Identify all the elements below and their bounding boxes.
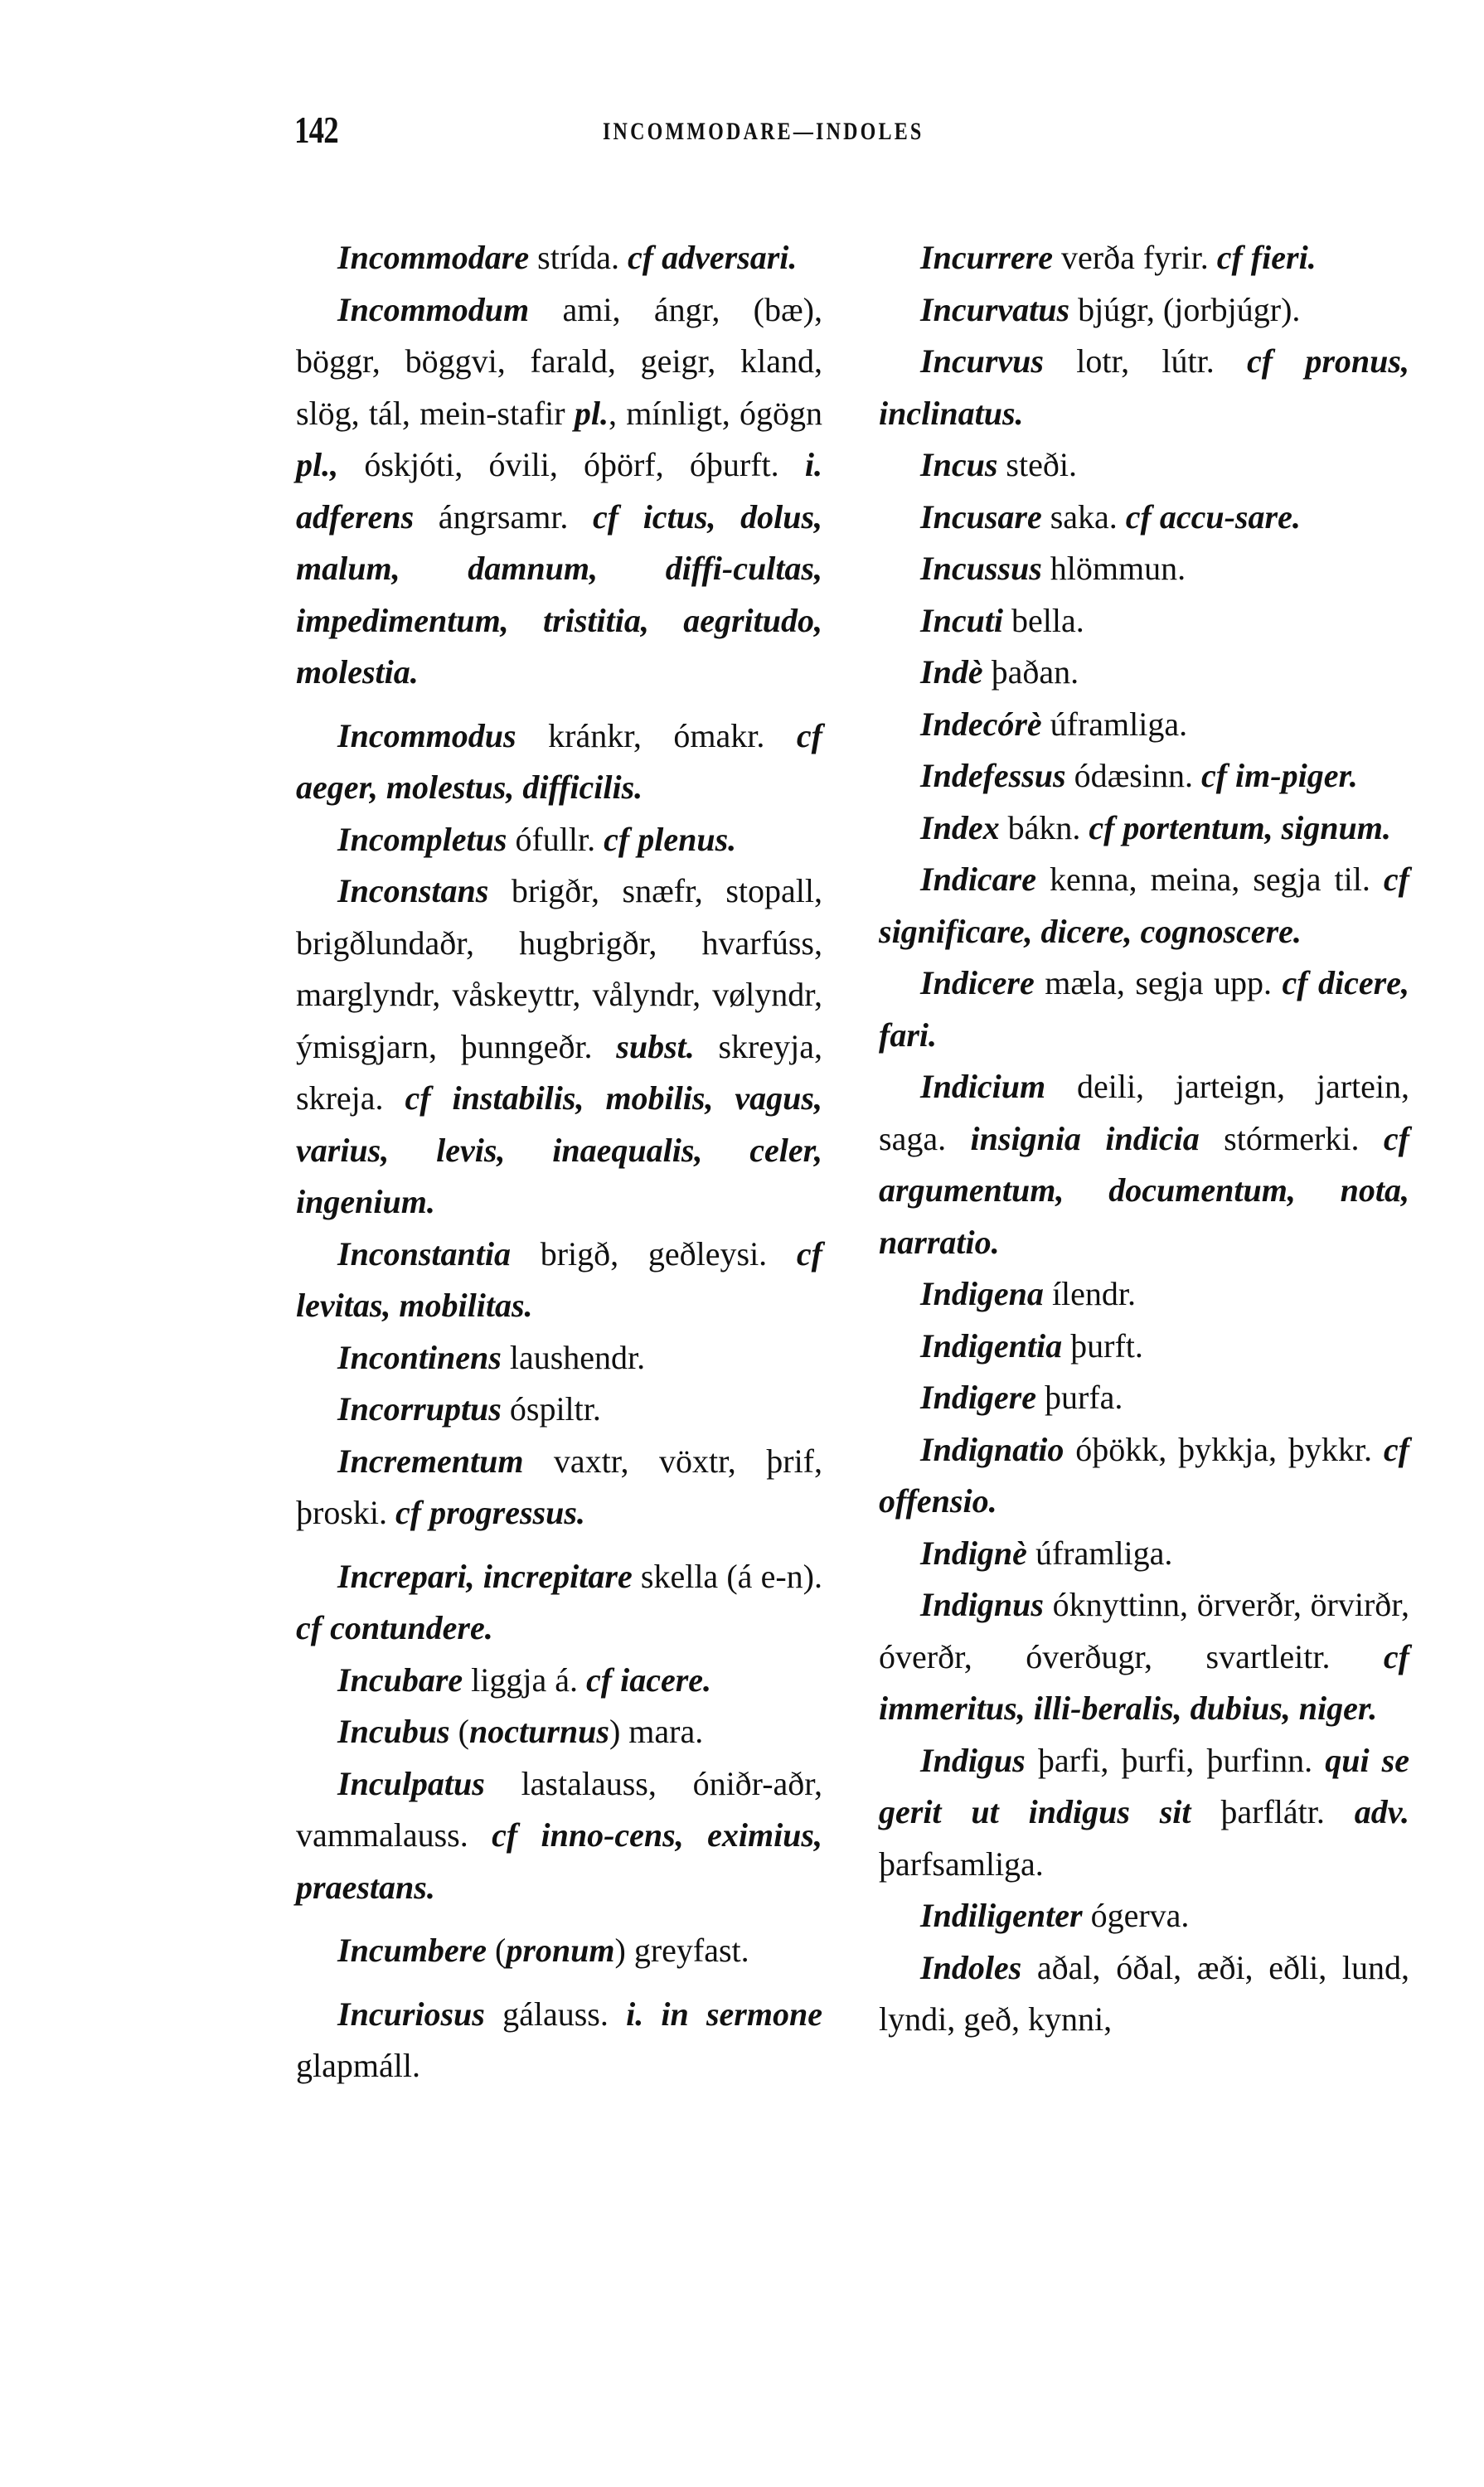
latin-reference: qui se gerit ut indigus sit — [879, 1741, 1409, 1830]
definition-text: bjúgr, (jorbjúgr). — [1069, 290, 1301, 328]
dictionary-entry — [296, 865, 822, 1229]
dictionary-entry — [879, 1321, 1409, 1373]
headword: Indignè — [920, 1534, 1027, 1572]
latin-reference: cf levitas, mobilitas. — [296, 1234, 822, 1324]
page-header — [294, 108, 1409, 158]
dictionary-entry — [296, 1436, 822, 1539]
headword: Increpari, increpitare — [337, 1557, 633, 1595]
latin-reference: pl., — [296, 446, 339, 483]
headword: Indè — [920, 653, 983, 691]
dictionary-entry — [879, 336, 1409, 439]
definition-text: saka. — [1041, 497, 1126, 536]
dictionary-entry — [879, 232, 1409, 284]
definition-text: þurft. — [1062, 1326, 1143, 1365]
latin-reference: subst. — [616, 1027, 695, 1065]
headword: Incompletus — [337, 820, 507, 858]
dictionary-entry — [879, 802, 1409, 855]
definition-text: lotr, lútr. — [1043, 342, 1248, 380]
headword: Incurvus — [920, 342, 1044, 380]
definition-text: ángrsamr. — [414, 497, 594, 536]
latin-reference: cf offensio. — [879, 1430, 1409, 1520]
definition-text: vaxtr, vöxtr, þrif, þroski. — [296, 1442, 822, 1531]
definition-text: brigðr, snæfr, stopall, brigðlundaðr, hugbrigðr, hvarfúss, marglyndr, våskeyttr, vålyndr, vølyndr, ýmisgjarn, þunngeðr. — [296, 872, 822, 1065]
headword: Incuti — [920, 601, 1004, 639]
headword: Incus — [920, 446, 998, 483]
headword: Inculpatus — [337, 1764, 485, 1802]
definition-text: , mínligt, ógögn — [608, 394, 822, 432]
latin-reference: cf dicere, fari. — [879, 964, 1410, 1054]
headword: Indicere — [920, 964, 1035, 1001]
dictionary-entry — [879, 543, 1409, 595]
latin-reference: cf portentum, signum. — [1089, 808, 1391, 846]
dictionary-entry — [879, 439, 1409, 492]
latin-reference: pl. — [574, 394, 609, 432]
dictionary-entry — [296, 284, 822, 699]
headword: Incumbere — [337, 1932, 487, 1969]
dictionary-entry — [879, 1268, 1409, 1321]
definition-text: ami, ángr, (bæ), böggr, böggvi, farald, geigr, kland, slög, tál, mein-stafir — [296, 290, 822, 432]
definition-text: ( — [487, 1932, 507, 1969]
definition-text: steði. — [997, 446, 1077, 483]
dictionary-entry — [879, 1061, 1409, 1268]
definition-text: deili, jarteign, jartein, saga. — [879, 1068, 1409, 1157]
dictionary-entry — [296, 814, 822, 866]
dictionary-entry — [296, 1332, 822, 1384]
latin-reference: cf contundere. — [296, 1609, 493, 1646]
running-head: INCOMMODARE—INDOLES — [603, 118, 924, 145]
headword: Indigus — [920, 1741, 1026, 1779]
headword: Indigentia — [920, 1326, 1063, 1365]
dictionary-entry — [879, 1942, 1409, 2046]
dictionary-entry — [296, 1758, 822, 1914]
latin-reference: nocturnus — [468, 1713, 609, 1750]
latin-reference: cf accu-sare. — [1125, 497, 1301, 536]
latin-reference: i. adferens — [296, 446, 822, 536]
latin-reference: cf pronus, inclinatus. — [879, 342, 1409, 432]
dictionary-entry — [296, 1989, 822, 2092]
headword: Incontinens — [337, 1338, 502, 1376]
latin-reference: cf iacere. — [586, 1660, 712, 1699]
dictionary-entry — [879, 957, 1409, 1061]
definition-text: mæla, segja upp. — [1034, 964, 1283, 1001]
latin-reference: cf progressus. — [395, 1494, 585, 1531]
dictionary-entry — [296, 1706, 822, 1758]
latin-reference: insignia indicia — [970, 1119, 1200, 1157]
definition-text: kenna, meina, segja til. — [1036, 861, 1384, 898]
latin-reference: cf im-piger. — [1200, 757, 1358, 794]
definition-text: þarfsamliga. — [879, 1845, 1044, 1883]
dictionary-entry — [879, 1890, 1409, 1942]
headword: Incommodum — [337, 290, 530, 328]
headword: Incusare — [920, 497, 1042, 536]
dictionary-entry — [879, 1528, 1409, 1580]
dictionary-entry — [879, 492, 1409, 544]
definition-text: ófullr. — [507, 820, 604, 858]
latin-reference: cf significare, dicere, cognoscere. — [879, 861, 1409, 950]
definition-text: úframliga. — [1026, 1534, 1173, 1572]
dictionary-entry — [879, 854, 1409, 957]
definition-text: ) mara. — [609, 1713, 704, 1750]
definition-text: glapmáll. — [296, 2047, 420, 2084]
headword: Indigere — [920, 1379, 1036, 1416]
definition-text: kránkr, ómakr. — [516, 716, 797, 754]
definition-text: þarflátr. — [1191, 1793, 1355, 1830]
dictionary-entry — [879, 1735, 1409, 1891]
definition-text: ógerva. — [1082, 1897, 1190, 1934]
definition-text: aðal, óðal, æði, eðli, lund, lyndi, geð, kynni, — [879, 1948, 1409, 2038]
definition-text: laushendr. — [501, 1338, 646, 1376]
definition-text: ( — [449, 1713, 469, 1750]
dictionary-entry — [296, 1229, 822, 1332]
headword: Incurrere — [920, 239, 1054, 276]
headword: Indefessus — [920, 757, 1066, 794]
page-number: 142 — [294, 109, 338, 151]
headword: Incuriosus — [337, 1995, 485, 2033]
latin-reference: cf inno-cens, eximius, praestans. — [296, 1816, 822, 1906]
headword: Incurvatus — [920, 290, 1070, 328]
dictionary-entry — [296, 1551, 822, 1655]
definition-text: úframliga. — [1041, 705, 1188, 743]
definition-text: þaðan. — [982, 653, 1079, 691]
latin-reference: cf aeger, molestus, difficilis. — [296, 716, 822, 806]
definition-text: brigð, geðleysi. — [510, 1234, 797, 1273]
headword: Incubus — [337, 1713, 450, 1750]
definition-text: gálauss. — [484, 1995, 627, 2033]
definition-text: ódæsinn. — [1065, 757, 1201, 794]
definition-text: ílendr. — [1043, 1275, 1137, 1312]
latin-reference: cf argumentum, documentum, nota, narratio. — [879, 1119, 1409, 1261]
headword: Incorruptus — [337, 1390, 502, 1428]
dictionary-entry — [879, 284, 1409, 337]
headword: Incrementum — [337, 1442, 524, 1480]
dictionary-entry — [879, 1372, 1409, 1424]
definition-text: óþökk, þykkja, þykkr. — [1064, 1430, 1384, 1468]
left-column — [296, 232, 822, 2092]
definition-text: óspiltr. — [501, 1390, 601, 1428]
definition-text: þarfi, þurfi, þurfinn. — [1025, 1741, 1326, 1779]
latin-reference: cf adversari. — [628, 239, 798, 276]
dictionary-entry — [296, 1925, 822, 1977]
latin-reference: cf plenus. — [604, 820, 737, 858]
latin-reference: i. in sermone — [626, 1995, 822, 2033]
latin-reference: cf immeritus, illi-beralis, dubius, niger. — [879, 1637, 1409, 1727]
latin-reference: adv. — [1354, 1793, 1409, 1830]
headword: Inconstans — [337, 872, 489, 909]
dictionary-entry — [879, 699, 1409, 751]
headword: Indicare — [920, 861, 1036, 898]
headword: Incussus — [920, 550, 1042, 587]
headword: Inconstantia — [337, 1234, 511, 1273]
headword: Indignus — [920, 1586, 1044, 1623]
definition-text: ) greyfast. — [614, 1932, 749, 1969]
definition-text: óskjóti, óvili, óþörf, óþurft. — [338, 446, 805, 483]
headword: Indicium — [920, 1068, 1046, 1105]
headword: Indignatio — [920, 1430, 1065, 1468]
definition-text: óknyttinn, örverðr, örvirðr, óverðr, óverðugr, svartleitr. — [879, 1586, 1409, 1675]
headword: Incubare — [337, 1660, 463, 1699]
headword: Index — [920, 808, 1000, 846]
headword: Indecórè — [920, 705, 1042, 743]
definition-text: skreyja, skreja. — [296, 1027, 822, 1117]
dictionary-entry — [879, 647, 1409, 699]
headword: Indoles — [920, 1948, 1022, 1986]
dictionary-entry — [296, 1655, 822, 1707]
dictionary-entry — [879, 1579, 1409, 1735]
latin-reference: cf fieri. — [1216, 239, 1317, 276]
dictionary-entry — [879, 595, 1409, 647]
dictionary-entry — [296, 1384, 822, 1436]
headword: Incommodare — [337, 239, 530, 276]
headword: Incommodus — [337, 716, 516, 754]
definition-text: þurfa. — [1036, 1379, 1123, 1416]
headword: Indigena — [920, 1275, 1044, 1312]
headword: Indiligenter — [920, 1897, 1083, 1934]
right-column — [879, 232, 1409, 2046]
definition-text: liggja á. — [463, 1660, 586, 1699]
dictionary-entry — [296, 710, 822, 814]
latin-reference: cf instabilis, mobilis, vagus, varius, levis, inaequalis, celer, ingenium. — [296, 1079, 822, 1220]
definition-text: hlömmun. — [1041, 550, 1186, 587]
definition-text: verða fyrir. — [1053, 239, 1217, 276]
dictionary-entry — [296, 232, 822, 284]
definition-text: bákn. — [999, 808, 1089, 846]
latin-reference: cf ictus, dolus, malum, damnum, diffi-cultas, impedimentum, tristitia, aegritudo, molestia. — [296, 497, 823, 691]
definition-text: lastalauss, óniðr-aðr, vammalauss. — [296, 1764, 822, 1854]
latin-reference: pronum — [506, 1932, 615, 1969]
dictionary-entry — [879, 750, 1409, 802]
definition-text: skella (á e-n). — [632, 1557, 822, 1595]
definition-text: bella. — [1003, 601, 1084, 639]
definition-text: strída. — [529, 239, 628, 276]
dictionary-entry — [879, 1424, 1409, 1528]
definition-text: stórmerki. — [1199, 1119, 1384, 1157]
